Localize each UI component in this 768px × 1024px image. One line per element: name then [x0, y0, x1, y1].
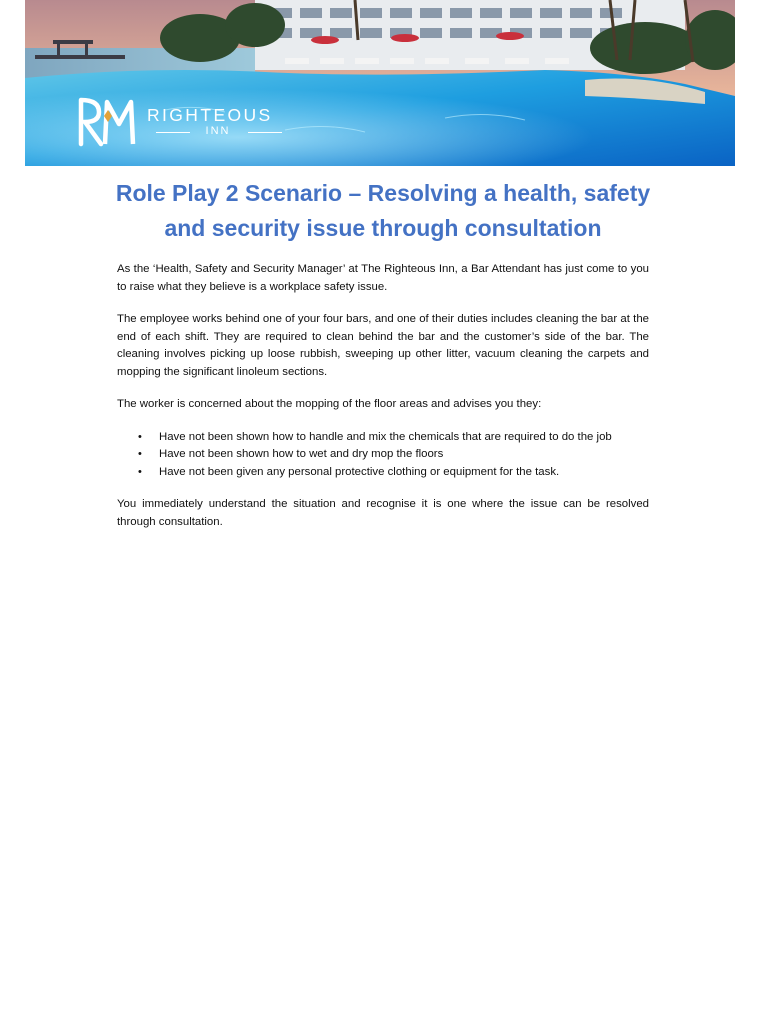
list-item: [138, 429, 649, 447]
title-line-1: Role Play 2 Scenario – Resolving a health, safety: [115, 180, 651, 206]
ri-monogram-icon: [77, 96, 137, 148]
document-title: [100, 176, 666, 246]
list-item: [138, 464, 649, 482]
document-body: [117, 261, 649, 546]
list-item-text: Have not been shown how to handle and mix the chemicals that are required to do the job: [159, 430, 612, 443]
brand-logo: [77, 94, 292, 150]
list-item-text: Have not been given any personal protective clothing or equipment for the task.: [159, 465, 560, 478]
bullet-icon: •: [138, 448, 142, 460]
brand-sub: INN: [205, 125, 231, 137]
brand-sub-row: [154, 125, 282, 141]
bullet-icon: •: [138, 465, 142, 478]
brand-name: RIGHTEOUS: [147, 105, 273, 125]
brand-divider-right: [248, 132, 282, 133]
concern-list: [117, 429, 649, 482]
list-item-text: Have not been shown how to wet and dry mop the floors: [159, 448, 444, 460]
header-banner: [25, 0, 735, 166]
paragraph-concern: The worker is concerned about the mopping of the floor areas and advises you they:: [117, 398, 542, 410]
paragraph-intro: As the ‘Health, Safety and Security Manager’ at The Righteous Inn, a Bar Attendant has just come to you to raise what they believe is a workplace safety issue.: [117, 263, 649, 293]
bullet-icon: •: [138, 430, 142, 443]
list-item: [138, 446, 649, 464]
paragraph-duties: The employee works behind one of your four bars, and one of their duties includes cleaning the bar at the end of each shift. They are required to clean behind the bar and the customer’s side of the bar. The cleaning involves picking up loose rubbish, sweeping up other litter, vacuum cleaning the carpets and mopping the significant linoleum sections.: [117, 313, 649, 378]
paragraph-conclusion: You immediately understand the situation and recognise it is one where the issue can be resolved through consultation.: [117, 498, 649, 528]
title-line-2: and security issue through consultation: [164, 215, 602, 241]
